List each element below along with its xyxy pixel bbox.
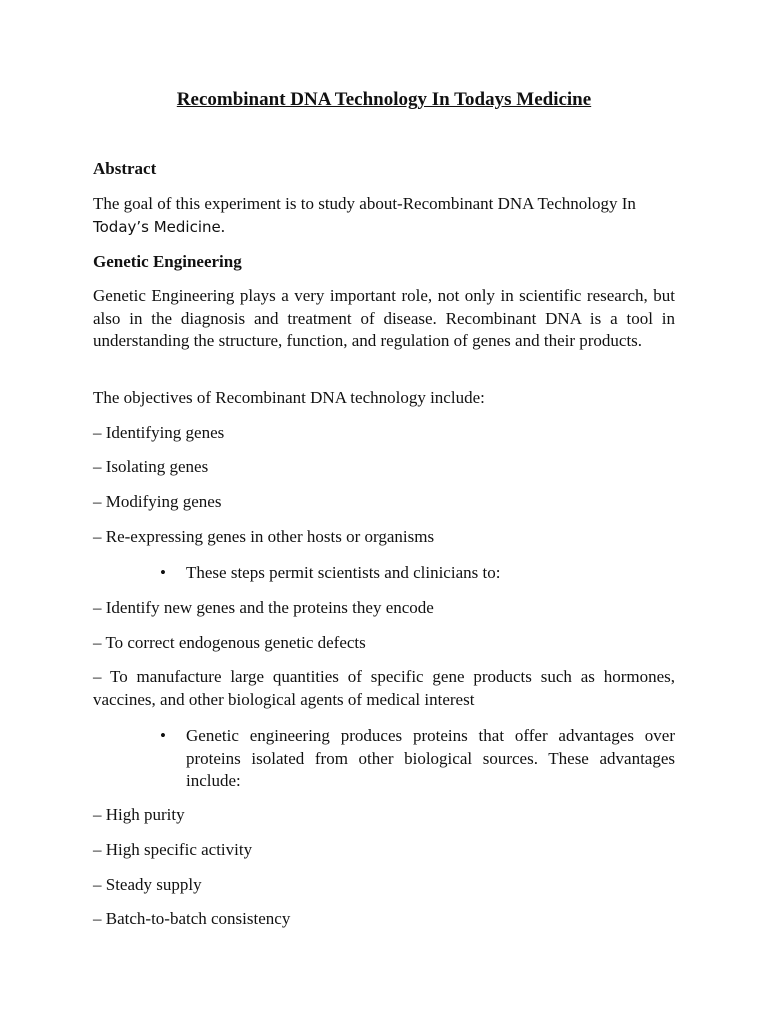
objective-item: – Modifying genes bbox=[93, 492, 222, 511]
permit-item: – Identify new genes and the proteins they encode bbox=[93, 598, 434, 617]
abstract-text-line-1: The goal of this experiment is to study about-Recombinant DNA Technology In bbox=[93, 194, 636, 213]
bullet-point bbox=[160, 725, 675, 793]
abstract-text-end: . bbox=[220, 217, 225, 236]
bullet-icon: • bbox=[160, 563, 166, 582]
advantage-item: – High purity bbox=[93, 805, 185, 824]
advantage-item: – Batch-to-batch consistency bbox=[93, 909, 291, 928]
document-title: Recombinant DNA Technology In Todays Medicine bbox=[176, 89, 592, 110]
bullet-text: These steps permit scientists and clinicians to: bbox=[186, 563, 501, 582]
advantage-item: – High specific activity bbox=[93, 840, 253, 859]
genetic-engineering-paragraph: Genetic Engineering plays a very important role, not only in scientific research, but also in the diagnosis and treatment of disease. Recombinant DNA is a tool in understanding the structure, function, and regulation of genes and their products. bbox=[93, 286, 675, 350]
objective-item: – Identifying genes bbox=[93, 423, 225, 442]
abstract-text-line-2 bbox=[93, 216, 225, 238]
bullet-icon: • bbox=[160, 726, 166, 745]
permit-item: – To manufacture large quantities of specific gene products such as hormones, vaccines, and other biological agents of medical interest bbox=[93, 667, 675, 709]
objective-item: – Re-expressing genes in other hosts or organisms bbox=[93, 527, 435, 546]
genetic-engineering-heading: Genetic Engineering bbox=[93, 252, 242, 271]
permit-item: – To correct endogenous genetic defects bbox=[93, 633, 366, 652]
advantage-item: – Steady supply bbox=[93, 875, 202, 894]
abstract-heading: Abstract bbox=[93, 159, 157, 178]
objectives-intro: The objectives of Recombinant DNA technology include: bbox=[93, 388, 485, 407]
abstract-text-highlight: Today’s Medicine bbox=[93, 218, 221, 236]
bullet-text: Genetic engineering produces proteins that offer advantages over proteins isolated from other biological sources. These advantages include: bbox=[186, 726, 675, 790]
bullet-point bbox=[160, 562, 675, 585]
objective-item: – Isolating genes bbox=[93, 457, 209, 476]
